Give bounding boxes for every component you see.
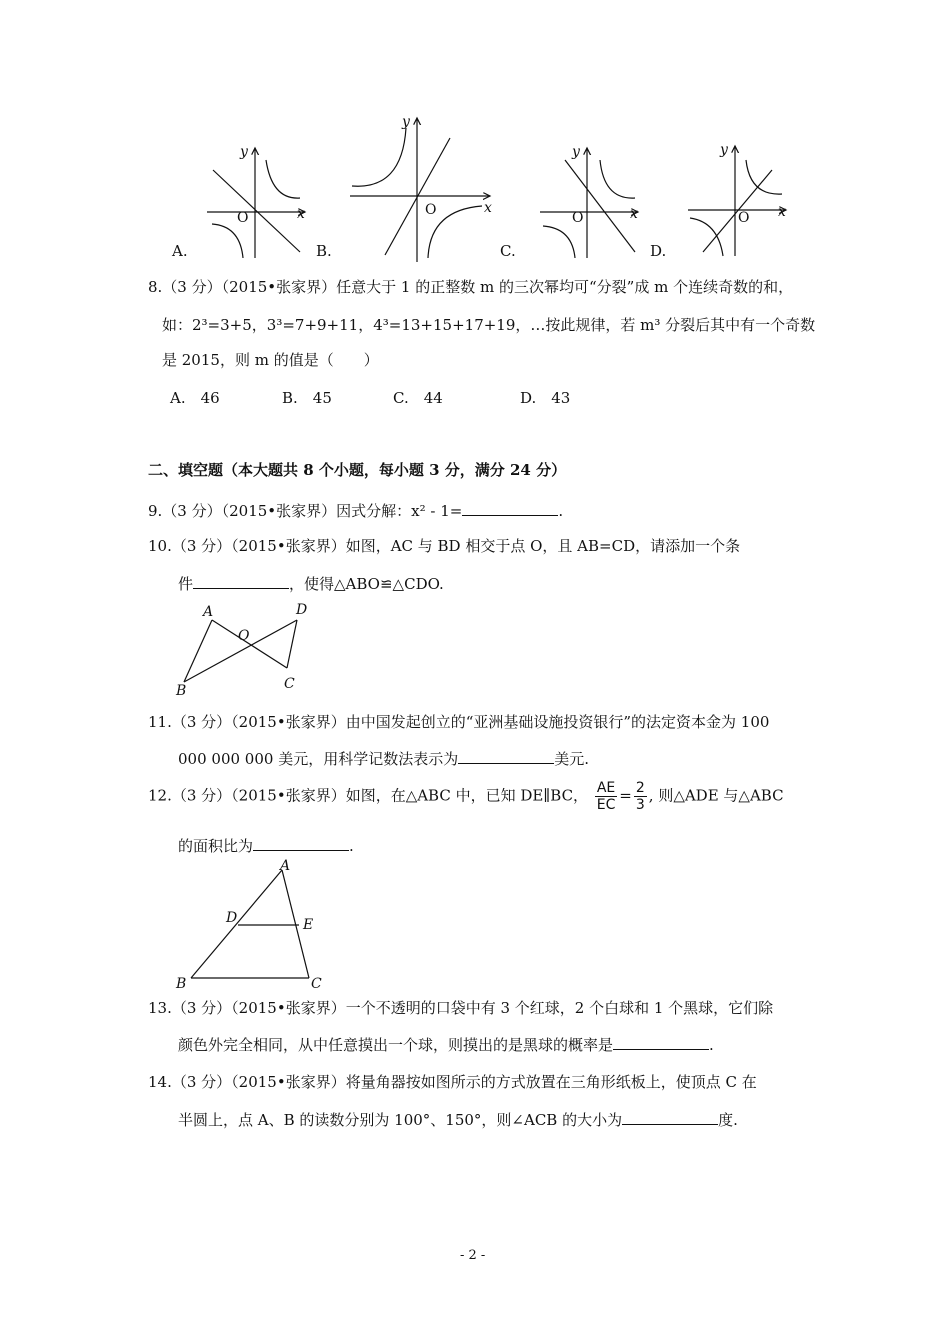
q10-label-d: D (296, 602, 308, 618)
q13-line1: 13.（3 分）（2015•张家界）一个不透明的口袋中有 3 个红球，2 个白球和 1 个黑球，它们除 (148, 999, 774, 1017)
svg-text:x: x (778, 204, 786, 220)
q14-prefix: 半圆上，点 A、B 的读数分别为 100°、150°，则∠ACB 的大小为 (178, 1111, 623, 1129)
q8-option-d: D. 43 (520, 389, 571, 407)
q8-option-a: A. 46 (170, 389, 220, 407)
q11-line1: 11.（3 分）（2015•张家界）由中国发起创立的“亚洲基础设施投资银行”的法定资本金为 100 (148, 713, 770, 731)
q13-answer-blank[interactable] (613, 1035, 709, 1050)
q10-prefix: 件 (178, 575, 194, 593)
q10-answer-blank[interactable] (193, 574, 289, 589)
q11-suffix: 美元. (554, 750, 589, 768)
q13-suffix: . (709, 1036, 714, 1054)
q11-prefix: 000 000 000 美元，用科学记数法表示为 (178, 750, 459, 768)
q10-label-c: C (284, 676, 295, 692)
q14-line2 (178, 1109, 738, 1130)
q10-line2 (178, 573, 444, 594)
q12-line1 (148, 780, 784, 813)
graph-c (540, 148, 638, 258)
svg-text:x: x (484, 200, 492, 216)
graph-a (207, 148, 305, 258)
q7-option-a: A. (172, 242, 188, 260)
q7-option-c: C. (500, 242, 516, 260)
svg-text:O: O (237, 210, 249, 226)
svg-text:y: y (572, 144, 580, 160)
q12-prefix: 12.（3 分）（2015•张家界）如图，在△ABC 中，已知 DE∥BC， (148, 786, 589, 805)
q8-option-b: B. 45 (282, 389, 332, 407)
q12-line2 (178, 835, 354, 856)
q10-label-b: B (176, 683, 187, 698)
q13-line2 (178, 1034, 714, 1055)
q14-line1: 14.（3 分）（2015•张家界）将量角器按如图所示的方式放置在三角形纸板上，使顶点 C 在 (148, 1073, 757, 1091)
svg-text:y: y (720, 142, 728, 158)
q12-answer-blank[interactable] (253, 836, 349, 851)
graph-d (688, 146, 786, 256)
q12-label-c: C (311, 976, 322, 990)
q11-answer-blank[interactable] (458, 749, 554, 764)
q8-line2: 如：2³=3+5，3³=7+9+11，4³=13+15+17+19，…按此规律，若 m³ 分裂后其中有一个奇数 (162, 316, 816, 334)
q12-label-d: D (226, 910, 238, 926)
q8-line1: 8.（3 分）（2015•张家界）任意大于 1 的正整数 m 的三次幂均可“分裂”成 m 个连续奇数的和， (148, 278, 794, 296)
q9 (148, 500, 563, 521)
q9-text: 9.（3 分）（2015•张家界）因式分解：x² - 1= (148, 502, 463, 520)
svg-text:x: x (297, 206, 305, 222)
svg-text:O: O (738, 210, 750, 226)
q12-fraction-ae-ec: $\frac{AE}{EC}$ (596, 780, 616, 813)
q12-line2-suffix: . (349, 837, 354, 855)
q12-label-b: B (176, 976, 187, 990)
q10-label-o: O (238, 628, 250, 644)
q13-prefix: 颜色外完全相同，从中任意摸出一个球，则摸出的是黑球的概率是 (178, 1036, 614, 1054)
q8-option-c: C. 44 (393, 389, 443, 407)
q10-figure (170, 598, 310, 698)
q14-answer-blank[interactable] (622, 1110, 718, 1125)
q7-graphs (0, 0, 950, 270)
q7-option-d: D. (650, 242, 667, 260)
q12-fraction-2-3: $\frac{2}{3}$ (635, 780, 645, 813)
q8-line3: 是 2015，则 m 的值是（ ） (162, 351, 379, 369)
section-heading: 二、填空题（本大题共 8 个小题，每小题 3 分，满分 24 分） (148, 461, 567, 479)
q12-label-a: A (280, 858, 291, 874)
svg-text:y: y (402, 114, 410, 130)
q12-equals: = (619, 786, 632, 805)
q12-label-e: E (303, 917, 314, 933)
q9-answer-blank[interactable] (462, 501, 558, 516)
q10-suffix: ，使得△ABO≌△CDO. (289, 575, 444, 593)
q12-line2-prefix: 的面积比为 (178, 837, 254, 855)
q7-option-b: B. (316, 242, 332, 260)
svg-text:O: O (425, 202, 437, 218)
q14-suffix: 度. (718, 1111, 738, 1129)
page-number: - 2 - (460, 1248, 486, 1263)
q10-label-a: A (203, 604, 214, 620)
q12-suffix: , 则△ADE 与△ABC (648, 786, 784, 805)
q12-figure (172, 858, 332, 990)
q10-line1: 10.（3 分）（2015•张家界）如图，AC 与 BD 相交于点 O，且 AB=CD，请添加一个条 (148, 537, 741, 555)
q11-line2 (178, 748, 589, 769)
svg-text:x: x (630, 206, 638, 222)
svg-text:y: y (240, 144, 248, 160)
svg-text:O: O (572, 210, 584, 226)
graph-b (350, 118, 490, 262)
q9-suffix: . (558, 502, 564, 520)
